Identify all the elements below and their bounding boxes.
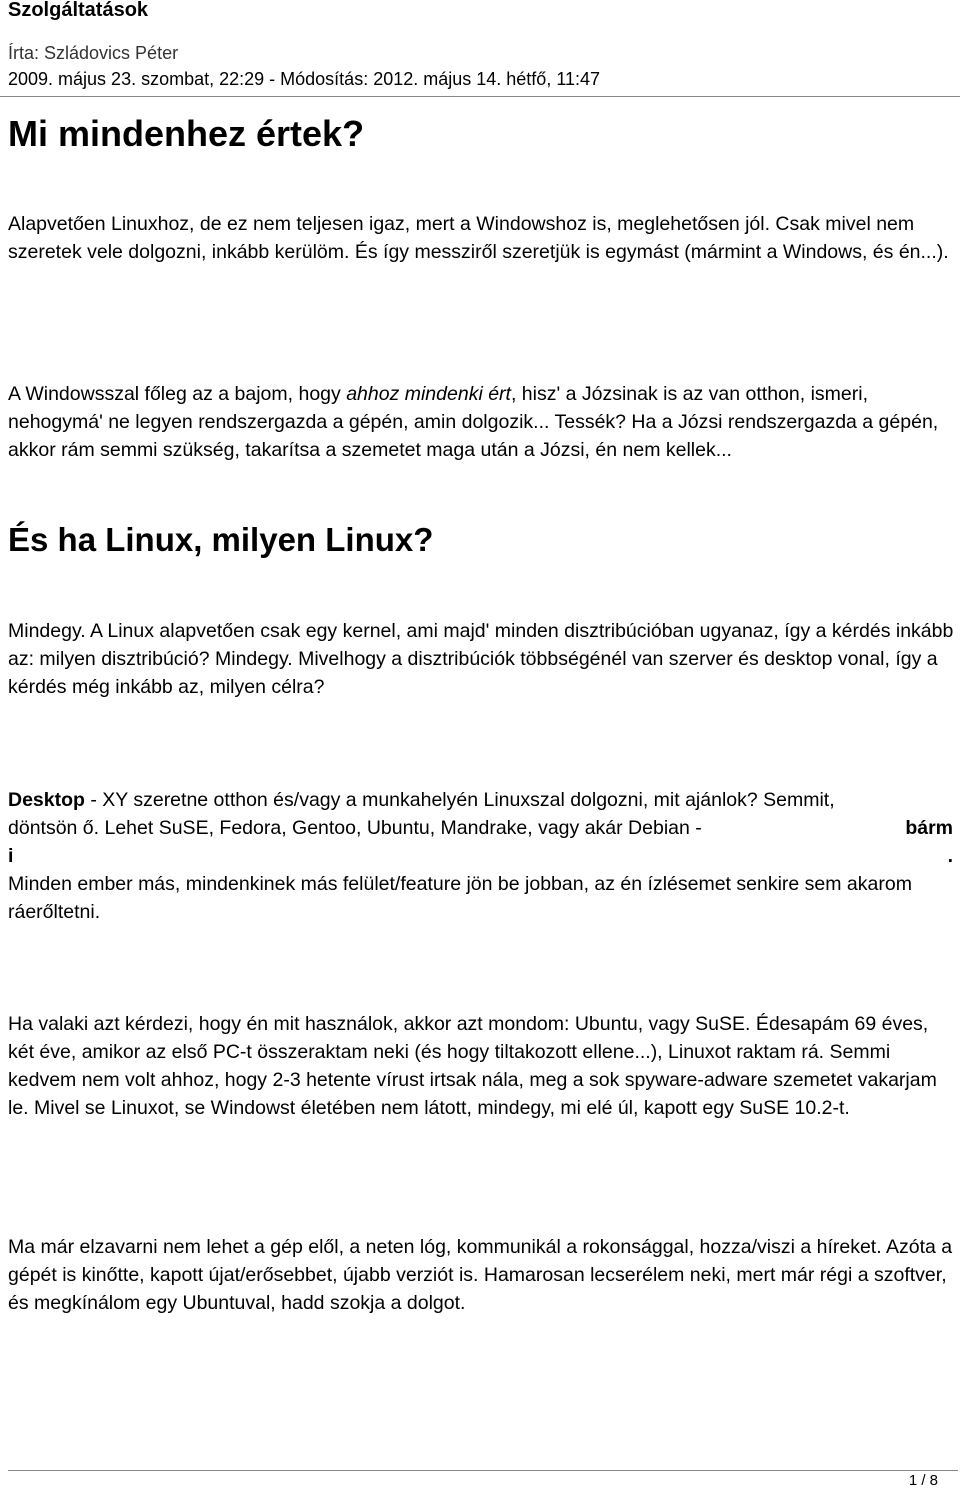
- paragraph-mindegy: Mindegy. A Linux alapvetően csak egy kernel, ami majd' minden disztribúcióban ugyanaz, így a kérdés inkább az: milyen disztribúció? Mindegy. Mivelhogy a disztribúciók többségénél van szerver és desktop vonal, így a kérdés még inkább az, milyen célra?: [8, 620, 954, 698]
- paragraph-windows-italic: ahhoz mindenki ért: [346, 383, 511, 405]
- author-line: Írta: Szládovics Péter: [8, 43, 179, 63]
- desktop-rest: Minden ember más, mindenkinek más felület/feature jön be jobban, az én ízlésemet senkire sem akarom ráerőltetni.: [8, 873, 912, 923]
- desktop-line-1: [8, 786, 958, 814]
- desktop-line-2-right: bárm: [905, 817, 953, 839]
- desktop-line-1-text: - XY szeretne otthon és/vagy a munkahelyén Linuxszal dolgozni, mit ajánlok? Semmit,: [84, 789, 835, 811]
- paragraph-father: Ha valaki azt kérdezi, hogy én mit használok, akkor azt mondom: Ubuntu, vagy SuSE. Édesapám 69 éves, két éve, amikor az első PC-t összeraktam neki (és hogy tiltakozott ellene...), Linuxot raktam rá. Semmi kedvem nem volt ahhoz, hogy 2-3 hetente vírust irtsak nála, meg a sok spyware-adware szemetet vakarjam le. Mivel se Linuxot, se Windowst életében nem látott, mindegy, mi elé úl, kapott egy SuSE 10.2-t.: [8, 1013, 937, 1119]
- article-title: Mi mindenhez értek?: [8, 113, 365, 154]
- site-title: Szolgáltatások: [8, 0, 149, 21]
- desktop-line-3-right: .: [947, 845, 953, 867]
- paragraph-windows-end: , hisz' a Józsinak is az van otthon, ismeri, nehogymá' ne legyen rendszergazda a gépén, amin dolgozik... Tessék? Ha a Józsi rendszergazda a gépén, akkor rám semmi szükség, takarítsa a szemetet maga után a Józsi, én nem kellek...: [8, 383, 939, 461]
- article-meta: [8, 40, 600, 92]
- paragraph-today: Ma már elzavarni nem lehet a gép elől, a neten lóg, kommunikál a rokonsággal, hozza/viszi a híreket. Azóta a gépét is kinőtte, kapott újat/erősebbet, újabb verziót is. Hamarosan lecserélem neki, mert már régi a szoftver, és megkínálom egy Ubuntuval, hadd szokja a dolgot.: [8, 1236, 953, 1314]
- desktop-line-2: [8, 814, 953, 842]
- paragraph-intro: Alapvetően Linuxhoz, de ez nem teljesen igaz, mert a Windowshoz is, meglehetősen jól. Csak mivel nem szeretek vele dolgozni, inkább kerülöm. És így messziről szeretjük is egymást (mármint a Windows, és én...).: [8, 213, 949, 263]
- desktop-bold-lead: Desktop: [8, 789, 85, 811]
- header-divider: [0, 96, 960, 97]
- paragraph-windows: [8, 380, 958, 464]
- desktop-line-3: [8, 842, 953, 870]
- section-heading: És ha Linux, milyen Linux?: [8, 521, 434, 558]
- paragraph-windows-start: A Windowsszal főleg az a bajom, hogy: [8, 383, 347, 405]
- desktop-line-3-left: i: [8, 845, 14, 867]
- footer-divider: [8, 1470, 958, 1471]
- paragraph-desktop: [8, 786, 958, 926]
- page-number: 1 / 8: [908, 1472, 938, 1489]
- date-line: 2009. május 23. szombat, 22:29 - Módosítás: 2012. május 14. hétfő, 11:47: [8, 69, 601, 89]
- desktop-line-2-left: döntsön ő. Lehet SuSE, Fedora, Gentoo, Ubuntu, Mandrake, vagy akár Debian -: [8, 817, 702, 839]
